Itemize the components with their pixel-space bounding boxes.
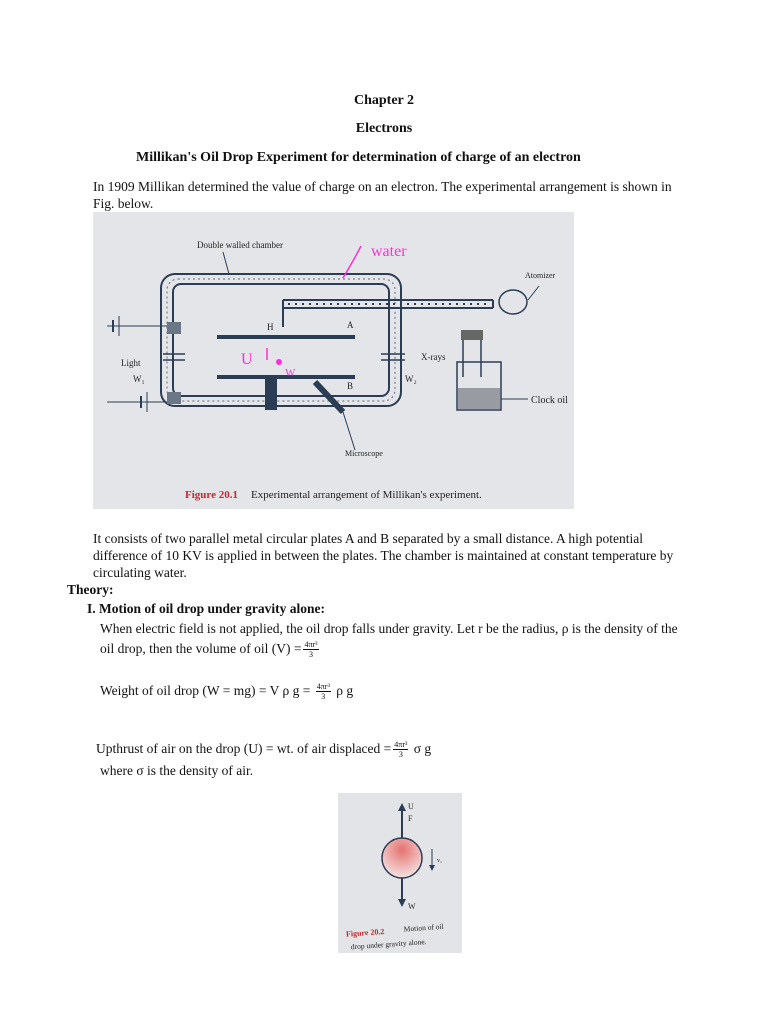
upthrust-text: Upthrust of air on the drop (U) = wt. of air displaced = — [96, 741, 392, 756]
intro-line-1: In 1909 Millikan determined the value of charge on an electron. The experimental arrangement is shown in — [93, 179, 672, 194]
description-line-1: It consists of two parallel metal circular plates A and B separated by a small distance. A high potential — [93, 531, 643, 546]
upthrust-fraction — [393, 740, 408, 759]
description-line-2: difference of 10 KV is applied in between the plates. The chamber is maintained at constant temperature by — [93, 548, 674, 563]
apparatus-diagram — [93, 212, 574, 509]
fig2-label-f: F — [408, 814, 413, 823]
label-u-annotation: U — [241, 351, 253, 368]
label-chamber: Double walled chamber — [197, 240, 283, 250]
fraction-denominator: 3 — [398, 750, 403, 760]
label-microscope: Microscope — [345, 449, 383, 458]
label-w-annotation: W — [285, 367, 296, 379]
label-a: A — [347, 320, 354, 330]
weight-fraction — [316, 682, 331, 701]
fraction-denominator: 3 — [309, 650, 313, 660]
description-line-3: circulating water. — [93, 565, 187, 580]
weight-text: Weight of oil drop (W = mg) = V ρ g = — [100, 683, 311, 698]
figure-experimental-arrangement — [93, 212, 574, 509]
intro-line-2: Fig. below. — [93, 196, 154, 211]
volume-text: oil drop, then the volume of oil (V) = — [100, 641, 302, 656]
weight-equation — [100, 682, 353, 701]
weight-tail: ρ g — [336, 683, 354, 698]
sigma-definition: where σ is the density of air. — [100, 763, 254, 778]
label-w2: W₂ — [405, 374, 417, 384]
chapter-title: Chapter 2 — [353, 93, 415, 108]
label-h: H — [267, 322, 274, 332]
figure1-caption-text: Experimental arrangement of Millikan's experiment. — [251, 489, 482, 501]
motion-subheading: I. Motion of oil drop under gravity alone: — [87, 601, 326, 616]
oil-drop-diagram — [338, 793, 462, 953]
fraction-numerator: 4πr³ — [304, 640, 318, 650]
fig2-label-w: W — [408, 902, 416, 911]
fraction-numerator: 4πr³ — [316, 682, 330, 692]
label-w1: W₁ — [133, 374, 145, 384]
figure-oil-drop-motion — [338, 793, 462, 953]
label-light: Light — [121, 358, 141, 368]
figure2-caption-line-1: Motion of oil — [403, 921, 444, 934]
upthrust-tail: σ g — [413, 741, 432, 756]
label-clock-oil: Clock oil — [531, 395, 568, 406]
label-water: water — [371, 243, 407, 260]
theory-heading: Theory: — [67, 582, 114, 597]
label-atomizer: Atomizer — [525, 271, 556, 280]
upthrust-equation — [96, 740, 431, 759]
figure2-caption-number: Figure 20.2 — [345, 926, 385, 939]
volume-fraction — [303, 640, 318, 659]
fraction-denominator: 3 — [321, 692, 326, 702]
subject-title: Electrons — [355, 121, 413, 136]
fig2-label-u: U — [408, 802, 414, 811]
section-heading: Millikan's Oil Drop Experiment for determination of charge of an electron — [136, 150, 581, 165]
figure1-caption-number: Figure 20.1 — [185, 489, 238, 501]
fraction-numerator: 4πr³ — [394, 740, 408, 750]
label-b: B — [347, 381, 354, 391]
theory-text-1a: When electric field is not applied, the oil drop falls under gravity. Let r be the radius, ρ is the density of the — [100, 621, 678, 636]
volume-equation — [100, 640, 321, 659]
label-xrays: X-rays — [421, 352, 446, 362]
fig2-label-v: v₁ — [437, 858, 443, 864]
figure2-caption-line-2: drop under gravity alone. — [350, 937, 427, 952]
